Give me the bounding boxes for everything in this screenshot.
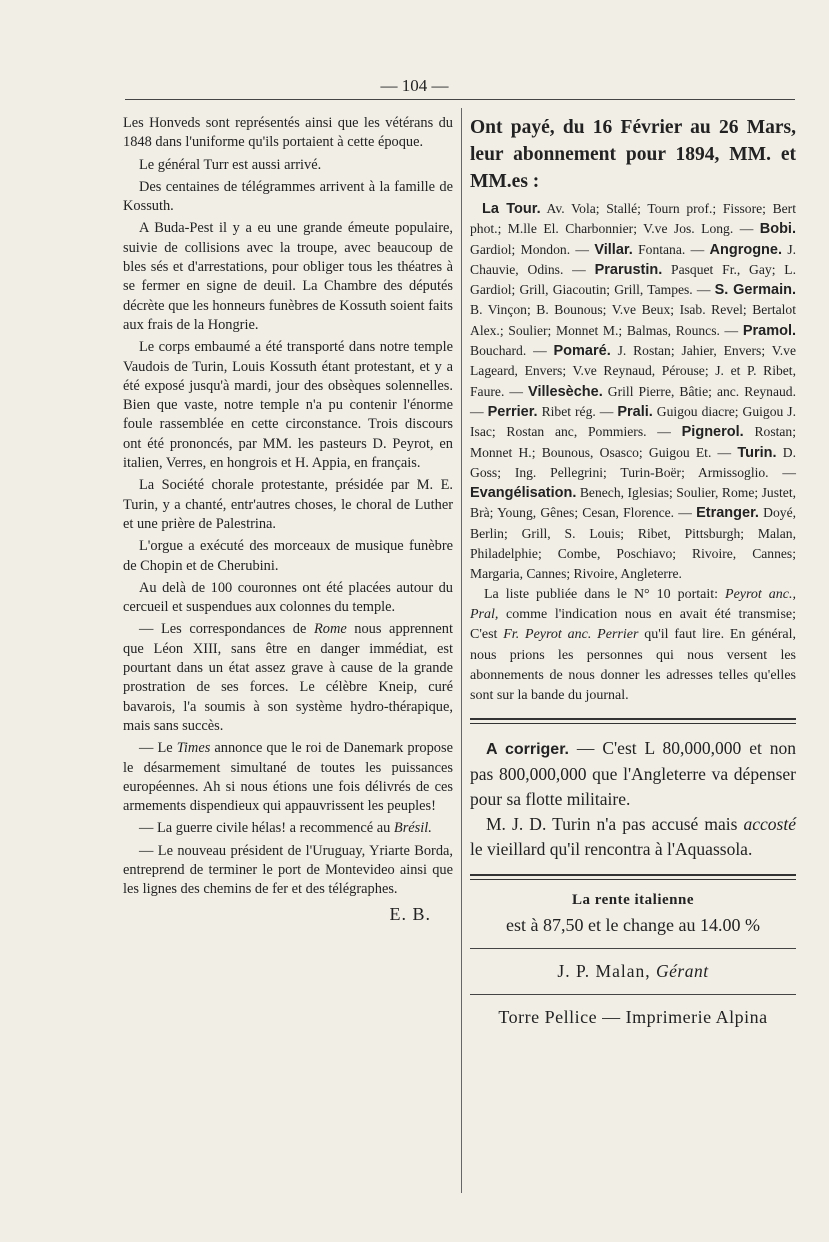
subscriber-town: Pramol. — [742, 322, 796, 339]
correction-paragraph — [470, 736, 796, 812]
subscriber-town: Angrogne. — [709, 241, 783, 258]
paragraph-telegrammes: Des centaines de télégrammes arrivent à la famille de Kossuth. — [123, 178, 453, 215]
subscriber-town: Etranger. — [696, 505, 759, 522]
rente-text: est à 87,50 et le change au 14.00 % — [506, 915, 760, 936]
subscribers-heading: Ont payé, du 16 Février au 26 Mars, leur abonnement pour 1894, MM. et MM.es : — [470, 117, 796, 192]
subscriber-names: Ribet rég. — — [537, 403, 618, 419]
subscriber-town: Perrier. — [487, 403, 538, 420]
right-column — [470, 114, 796, 1242]
paragraph-times — [123, 739, 453, 816]
paragraph-rome — [123, 620, 453, 736]
subscriber-town: Pomaré. — [553, 343, 611, 360]
subscriber-names: Grill Pierre, Bâtie; anc. Reynaud. — — [470, 383, 796, 419]
gerant-name: J. P. Malan, — [557, 961, 651, 982]
paragraph-couronnes: Au delà de 100 couronnes ont été placées autour du cercueil et suspendues aux colonnes du temple. — [123, 579, 453, 616]
header-rule — [125, 99, 795, 100]
subscriber-names: J. Chauvie, Odins. — — [470, 241, 797, 277]
subscribers-list — [470, 199, 796, 585]
subscriber-town: Prali. — [617, 403, 653, 420]
note-text-1: La liste publiée dans le N° 10 portait: — [484, 586, 726, 602]
bresil-italic: Brésil. — [393, 820, 432, 837]
subscriber-town: Turin. — [737, 444, 777, 461]
note-italic-1: Peyrot anc., Pral, — [470, 586, 797, 622]
subscriber-names: Bouchard. — — [470, 343, 554, 359]
subscriber-names: J. Rostan; Jahier, Envers; V.ve Lageard, Envers; V.ve Reynaud, Pérouse; J. et P. Ribet, Faure. — — [470, 343, 796, 399]
subscriber-names: Guigou diacre; Guigou J. Isac; Rostan anc, Pommiers. — — [470, 403, 796, 440]
paragraph-societe-chorale: La Société chorale protestante, présidée par M. E. Turin, y a chanté, entr'autres choses, le choral de Luther et une prière de Palestrina. — [123, 477, 453, 532]
section-double-rule-2 — [470, 874, 796, 880]
times-italic: Times — [176, 740, 211, 757]
times-suffix: annonce que le roi de Danemark propose le désarmement simultané de toutes les puissances européennes. Ah si nous étions une fois délivrés de ces armements dispendieux qui appauvrissent les peuples! — [123, 740, 453, 815]
rule-imprint — [470, 994, 796, 995]
correction2-italic: accosté — [743, 814, 796, 835]
subscriber-town: S. Germain. — [714, 282, 796, 299]
rome-suffix: nous apprennent que Léon XIII, sans être en danger immédiat, est pourtant dans un état assez grave à cause de la grande prostration de ses forces. Le célèbre Kneip, curé bavarois, l'a soumis à son système hydro-thérapique, mais sans succès. — [123, 621, 453, 734]
correction2-text-2: le vieillard qu'il rencontra à l'Aquassola. — [470, 839, 753, 860]
subscriber-town: Villar. — [594, 241, 633, 258]
subscriber-town: Evangélisation. — [470, 485, 577, 502]
rome-italic: Rome — [313, 621, 347, 638]
left-column — [123, 114, 453, 1242]
imprint-line: Torre Pellice — Imprimerie Alpina — [498, 1007, 768, 1028]
subscriber-town: Prarustin. — [594, 261, 663, 278]
gerant-role: Gérant — [655, 961, 709, 982]
gerant-line — [470, 961, 796, 982]
note-italic-2: Fr. Peyrot anc. Perrier — [503, 627, 639, 643]
subscriber-names: Fontana. — — [632, 241, 710, 257]
section-double-rule — [470, 718, 796, 724]
page-number: — 104 — — [380, 76, 449, 95]
subscriber-town: Bobi. — [759, 221, 796, 238]
rome-prefix: — Les correspondances de — [139, 621, 314, 638]
subscriber-names: Av. Vola; Stallé; Tourn prof.; Fissore; Bert phot.; M.lle El. Charbonnier; V.ve Jos. Long. — — [470, 201, 796, 237]
signature: E. B. — [389, 903, 431, 924]
column-divider — [461, 108, 462, 1193]
subscriber-names: Doyé, Berlin; Grill, S. Louis; Ribet, Pittsburgh; Malan, Philadelphie; Combe, Poschiavo; Rivoire, Cannes; Margaria, Cannes; Rivoire, Angleterre. — [470, 505, 797, 582]
correction-paragraph-2 — [470, 812, 796, 862]
subscriber-names: Benech, Iglesias; Soulier, Rome; Justet, Brà; Young, Gênes; Cesan, Florence. — — [470, 485, 796, 521]
paragraph-orgue: L'orgue a exécuté des morceaux de musique funèbre de Chopin et de Cherubini. — [123, 538, 453, 574]
correction2-text-1: M. J. D. Turin n'a pas accusé mais — [486, 814, 744, 835]
correction-note — [470, 585, 796, 707]
subscriber-names: Pasquet Fr., Gay; L. Gardiol; Grill, Giacoutin; Grill, Tampes. — — [470, 261, 796, 298]
subscriber-town: Pignerol. — [681, 424, 744, 441]
subscriber-names: Rostan; Monnet H.; Bounous, Osasco; Guigou Et. — — [470, 424, 796, 460]
subscriber-names: D. Goss; Ing. Pellegrini; Turin-Boër; Armissoglio. — — [470, 444, 797, 480]
times-prefix: — Le — [139, 740, 177, 757]
subscriber-names: Gardiol; Mondon. — — [470, 241, 595, 257]
paragraph-uruguay: — Le nouveau président de l'Uruguay, Yriarte Borda, entreprend de terminer le port de Montevideo ainsi que les lignes des chemins de fer et des télégraphes. — [123, 842, 453, 898]
subscriber-town: La Tour. — [482, 201, 541, 217]
paragraph-turr: Le général Turr est aussi arrivé. — [139, 156, 322, 173]
note-text-3: qu'il faut lire. En général, nous prions les personnes qui nous versent les abonnements de nous donner les adresses telles qu'elles sont sur la bande du journal. — [470, 627, 796, 704]
paragraph-bresil — [123, 819, 453, 838]
subscriber-names: B. Vinçon; B. Bounous; V.ve Beux; Isab. Revel; Bertalot Alex.; Soulier; Monnet M.; Balmas, Rouncs. — — [470, 302, 796, 338]
rente-title: La rente italienne — [571, 892, 695, 909]
correction-text: — C'est L 80,000,000 et non pas 800,000,000 que l'Angleterre va dépenser pour sa flotte militaire. — [470, 738, 797, 810]
bresil-prefix: — La guerre civile hélas! a recommencé au — [139, 820, 394, 837]
paragraph-honveds: Les Honveds sont représentés ainsi que les vétérans du 1848 dans l'uniforme qu'ils portaient à cette époque. — [123, 115, 453, 151]
paragraph-corps-embaume: Le corps embaumé a été transporté dans notre temple Vaudois de Turin, Louis Kossuth étant protestant, et y a été exposé jusqu'à mardi, jour des obsèques solennelles. Bien que vaste, notre temple n'a pu contenir l'énorme foule rassemblée en cette circonstance. Trois discours ont été prononcés, par MM. les pasteurs D. Peyrot, en italien, Verres, en hongrois et H. Appia, en français. — [123, 339, 453, 472]
correction-label: A corriger. — [486, 741, 569, 759]
subscriber-town: Villesèche. — [528, 383, 603, 400]
note-text-2: comme l'indication nous en avait été transmise; C'est — [470, 606, 796, 643]
paragraph-buda-pest: A Buda-Pest il y a eu une grande émeute populaire, suivie de collisions avec la troupe, avec beaucoup de bles sés et d'arrestations, pour obliger tous les théatres à se fermer en signe de deuil. La Chambre des députés décrète que les honneurs funèbres de Kossuth soient faits aux frais de la Hongrie. — [123, 220, 453, 333]
rule-gerant — [470, 948, 796, 949]
